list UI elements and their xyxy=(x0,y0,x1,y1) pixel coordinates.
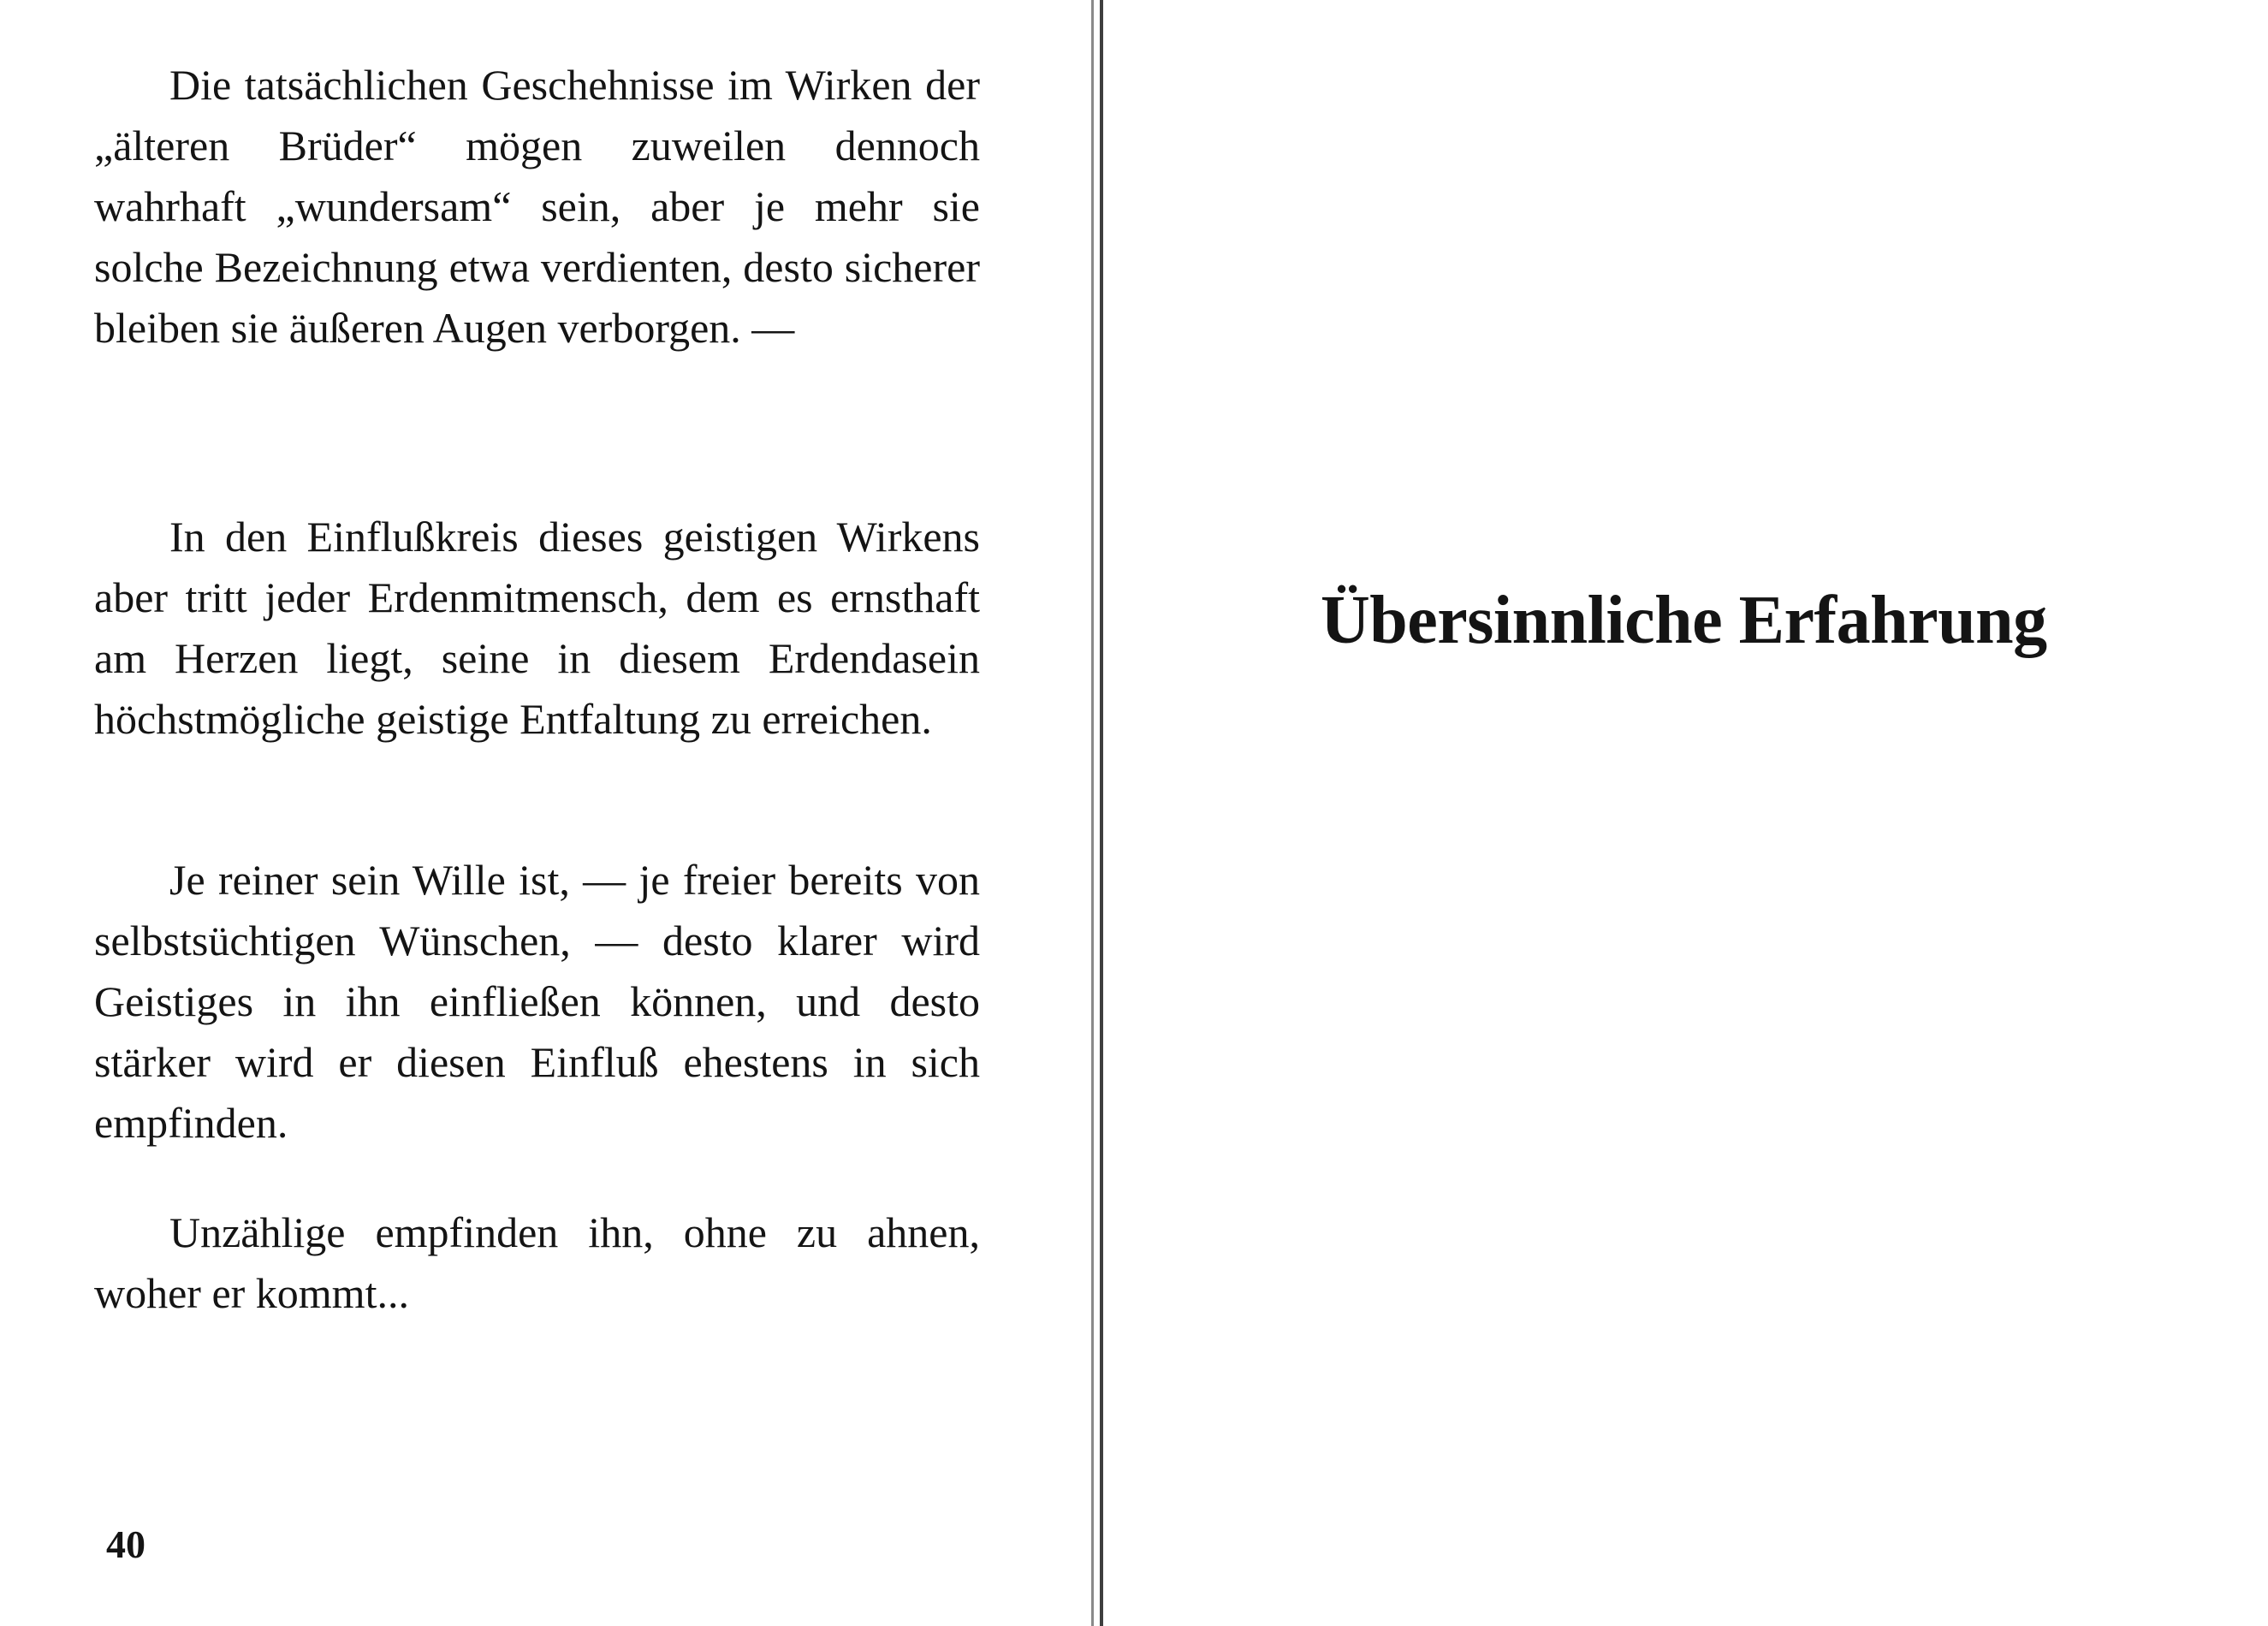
gutter-shadow-line xyxy=(1091,0,1094,1626)
paragraph-2: In den Einflußkreis dieses geistigen Wirkens aber tritt jeder Erdenmitmensch, dem es ernsthaft am Herzen liegt, seine in diesem Erdendasein höchstmögliche geistige Entfaltung zu erreichen. xyxy=(94,513,980,743)
paragraph-4: Unzählige empfinden ihn, ohne zu ahnen, woher er kommt... xyxy=(94,1208,980,1317)
right-page xyxy=(1104,0,2268,1626)
book-gutter-line xyxy=(1100,0,1103,1626)
paragraph-1: Die tatsächlichen Geschehnisse im Wirken der „älteren Brüder“ mögen zuweilen dennoch wahrhaft „wundersam“ sein, aber je mehr sie solche Bezeichnung etwa verdienten, desto sicherer bleiben sie äußeren Augen verborgen. — xyxy=(94,61,980,352)
paragraph-3: Je reiner sein Wille ist, — je freier bereits von selbstsüchtigen Wünschen, — desto klarer wird Geistiges in ihn einfließen können, und desto stärker wird er diesen Einfluß ehestens in sich empfinden. xyxy=(94,856,980,1147)
chapter-title: Übersinnliche Erfahrung xyxy=(1321,583,2047,658)
left-page xyxy=(0,0,1095,1626)
page-number: 40 xyxy=(106,1522,145,1566)
